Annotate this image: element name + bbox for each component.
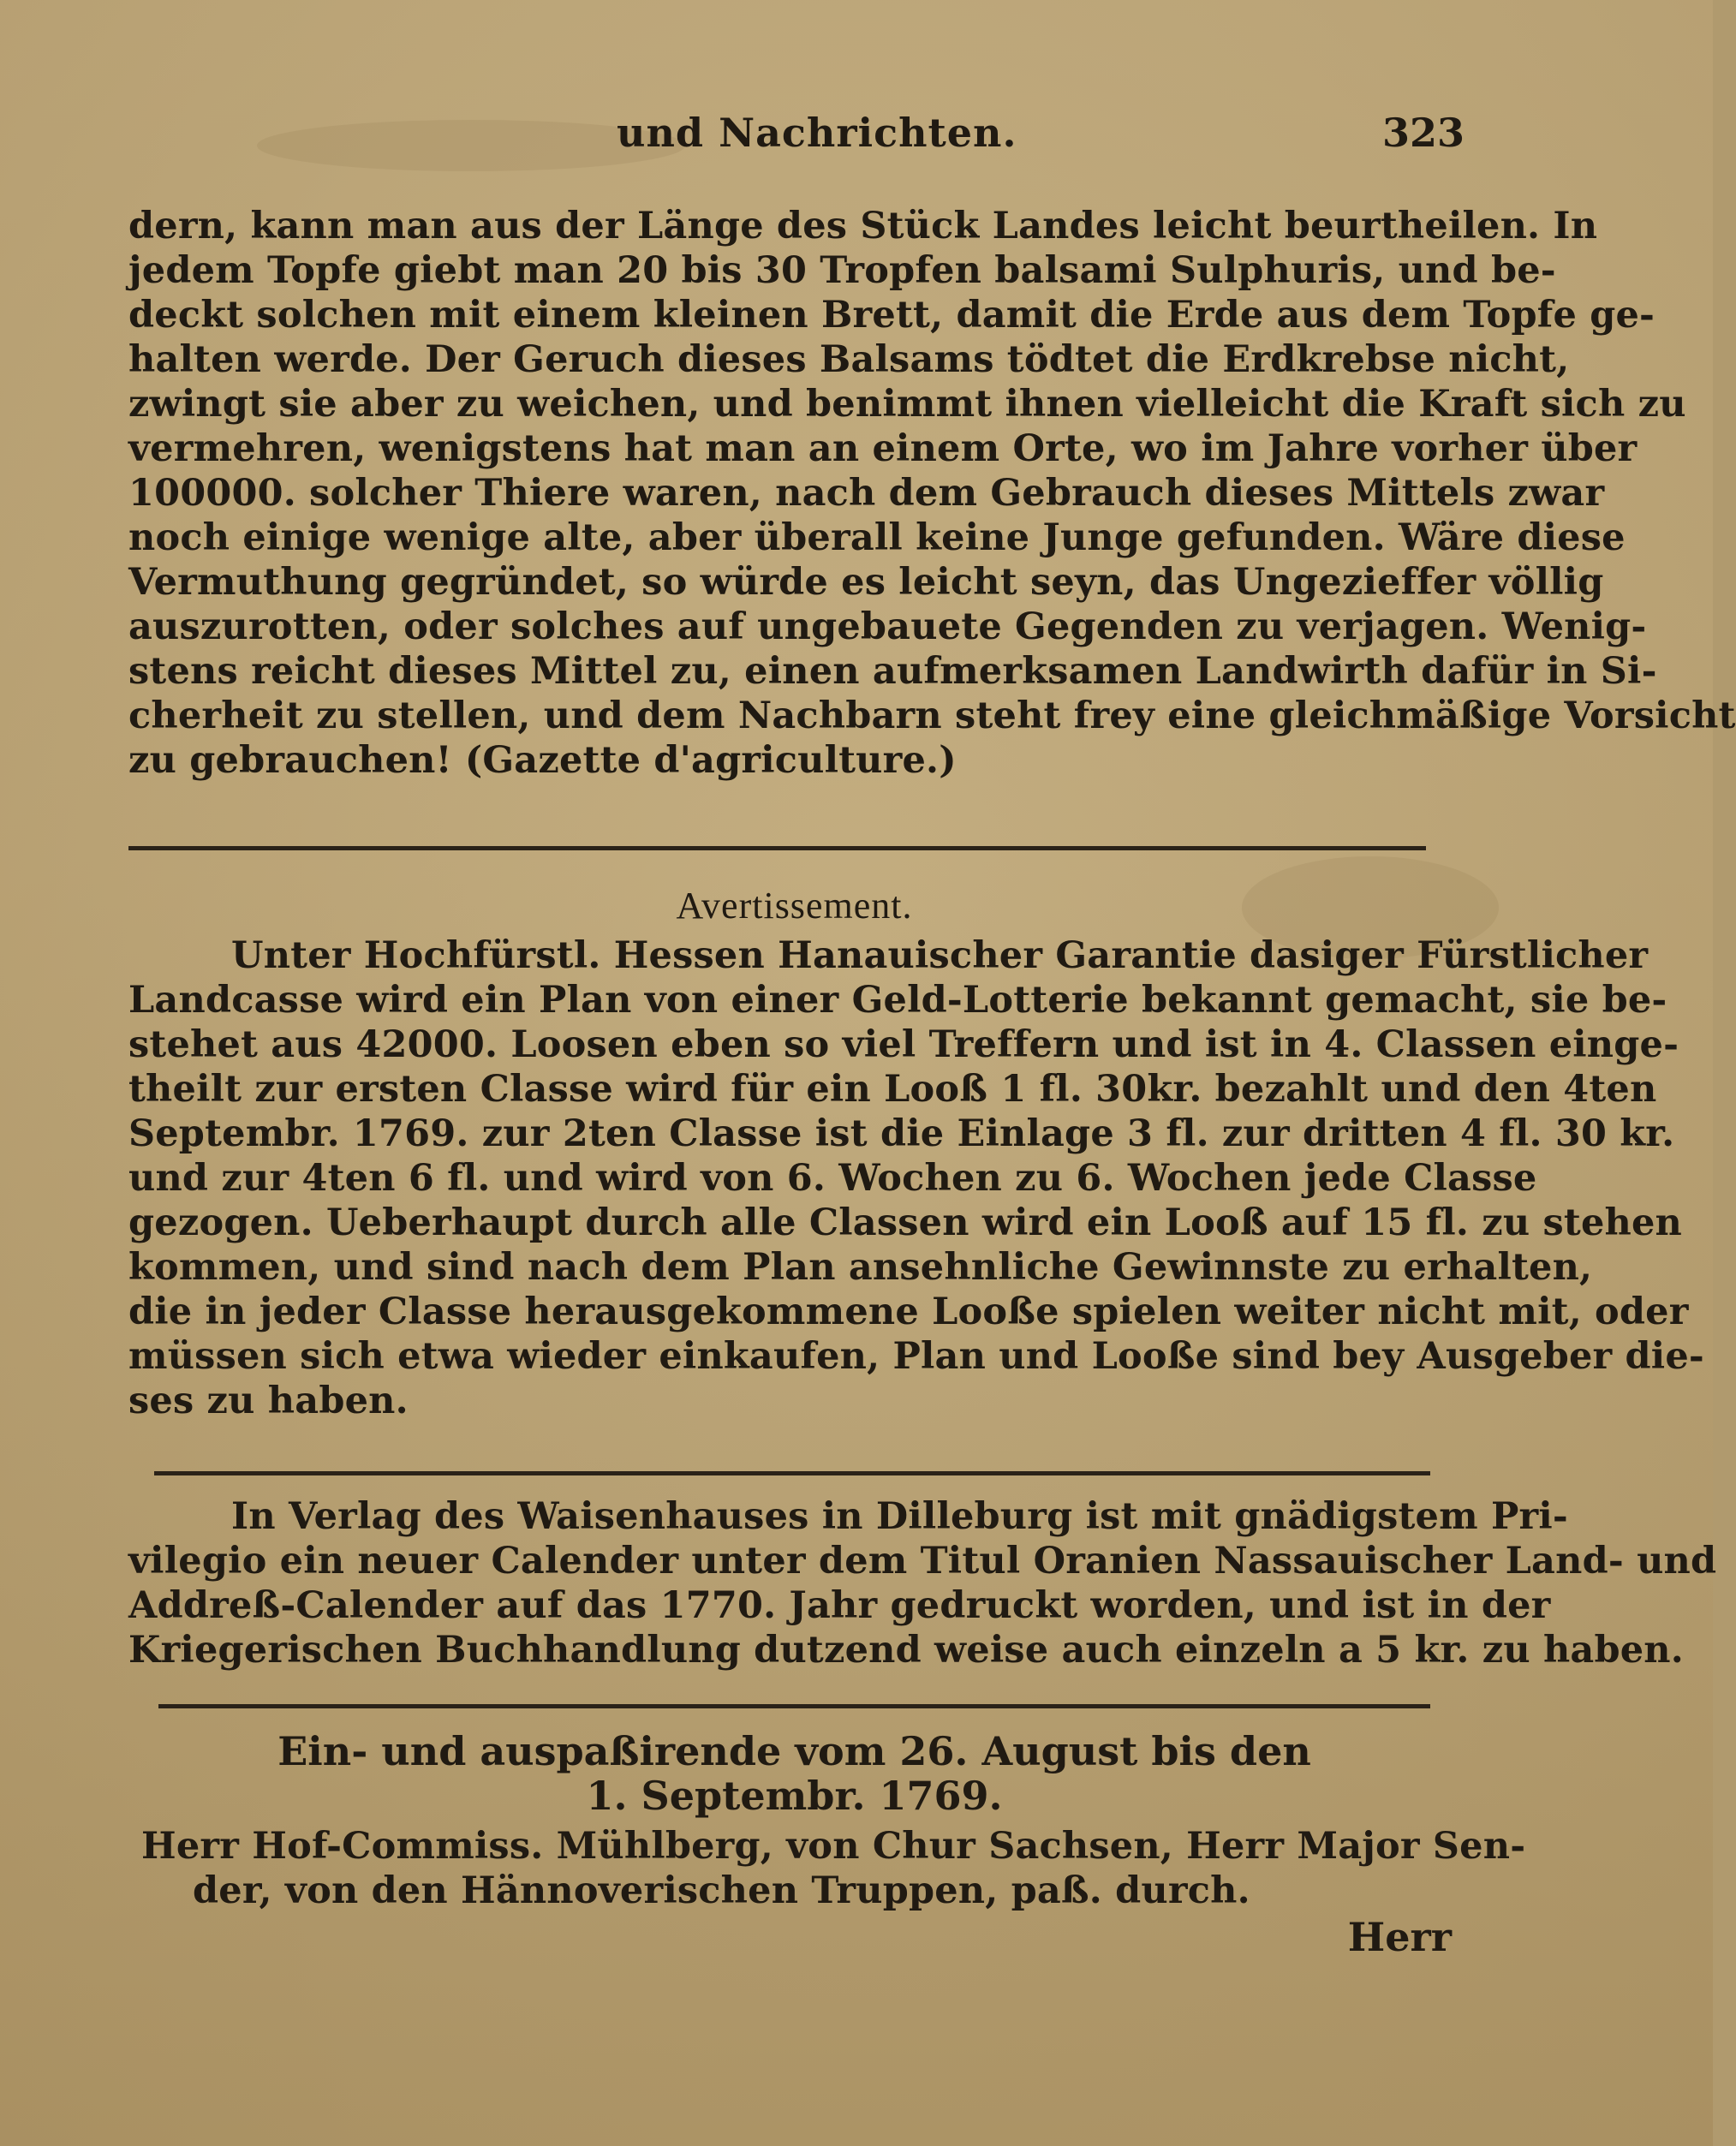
text-line: Addreß-Calender auf das 1770. Jahr gedruckt worden, und ist in der <box>128 1584 1551 1627</box>
page-number: 323 <box>1381 110 1465 156</box>
text-line: und zur 4ten 6 fl. und wird von 6. Wochen zu 6. Wochen jede Classe <box>128 1157 1537 1200</box>
text-line: In Verlag des Waisenhauses in Dilleburg ist mit gnädigstem Pri- <box>231 1495 1568 1538</box>
text-line: Herr Hof-Commiss. Mühlberg, von Chur Sachsen, Herr Major Sen- <box>141 1825 1526 1868</box>
text-line: kommen, und sind nach dem Plan ansehnliche Gewinnste zu erhalten, <box>128 1246 1593 1289</box>
catchword: Herr <box>1347 1914 1452 1960</box>
text-line: vermehren, wenigstens hat man an einem Orte, wo im Jahre vorher über <box>128 427 1638 470</box>
section-travellers <box>128 1824 1526 1913</box>
text-line: deckt solchen mit einem kleinen Brett, damit die Erde aus dem Topfe ge- <box>128 294 1655 337</box>
text-line: ses zu haben. <box>128 1380 409 1422</box>
text-line: cherheit zu stellen, und dem Nachbarn steht frey eine gleichmäßige Vorsicht <box>128 694 1736 737</box>
text-line: auszurotten, oder solches auf ungebauete Gegenden zu verjagen. Wenig- <box>128 605 1647 648</box>
text-line: der, von den Hännoverischen Truppen, paß. durch. <box>193 1869 1250 1912</box>
section-heading-date: 1. Septembr. 1769. <box>586 1773 1003 1819</box>
section-heading: Avertissement. <box>676 885 913 927</box>
text-line: Vermuthung gegründet, so würde es leicht seyn, das Ungezieffer völlig <box>128 561 1604 604</box>
text-line: Landcasse wird ein Plan von einer Geld-Lotterie bekannt gemacht, sie be- <box>128 979 1667 1022</box>
text-line: Unter Hochfürstl. Hessen Hanauischer Garantie dasiger Fürstlicher <box>231 934 1649 977</box>
text-line: zwingt sie aber zu weichen, und benimmt ihnen vielleicht die Kraft sich zu <box>128 383 1686 426</box>
text-line: zu gebrauchen! (Gazette d'agriculture.) <box>128 739 957 782</box>
text-line: müssen sich etwa wieder einkaufen, Plan und Looße sind bey Ausgeber die- <box>128 1335 1704 1378</box>
section-calender-notice <box>128 1494 1717 1672</box>
text-line: dern, kann man aus der Länge des Stück Landes leicht beurtheilen. In <box>128 205 1598 247</box>
text-line: die in jeder Classe herausgekommene Looße spielen weiter nicht mit, oder <box>128 1291 1689 1333</box>
text-line: stehet aus 42000. Loosen eben so viel Treffern und ist in 4. Classen einge- <box>128 1023 1679 1066</box>
running-title: und Nachrichten. <box>617 110 1017 156</box>
section-continuation <box>128 204 1736 783</box>
text-line: stens reicht dieses Mittel zu, einen aufmerksamen Landwirth dafür in Si- <box>128 650 1657 693</box>
text-line: theilt zur ersten Classe wird für ein Looß 1 fl. 30kr. bezahlt und den 4ten <box>128 1068 1657 1111</box>
section-divider <box>158 1704 1430 1708</box>
text-line: vilegio ein neuer Calender unter dem Titul Oranien Nassauischer Land- und <box>128 1540 1717 1583</box>
text-line: 100000. solcher Thiere waren, nach dem Gebrauch dieses Mittels zwar <box>128 472 1605 515</box>
section-divider <box>154 1471 1430 1475</box>
text-line: jedem Topfe giebt man 20 bis 30 Tropfen balsami Sulphuris, und be- <box>128 249 1556 292</box>
text-line: halten werde. Der Geruch dieses Balsams tödtet die Erdkrebse nicht, <box>128 338 1570 381</box>
text-line: gezogen. Ueberhaupt durch alle Classen wird ein Looß auf 15 fl. zu stehen <box>128 1201 1683 1244</box>
text-line: Septembr. 1769. zur 2ten Classe ist die Einlage 3 fl. zur dritten 4 fl. 30 kr. <box>128 1112 1675 1155</box>
text-line: noch einige wenige alte, aber überall keine Junge gefunden. Wäre diese <box>128 516 1626 559</box>
running-header <box>128 110 1465 170</box>
section-heading: Ein- und auspaßirende vom 26. August bis den <box>277 1728 1311 1774</box>
section-avertissement <box>128 933 1704 1423</box>
section-divider <box>128 846 1426 850</box>
text-line: Kriegerischen Buchhandlung dutzend weise auch einzeln a 5 kr. zu haben. <box>128 1629 1684 1672</box>
